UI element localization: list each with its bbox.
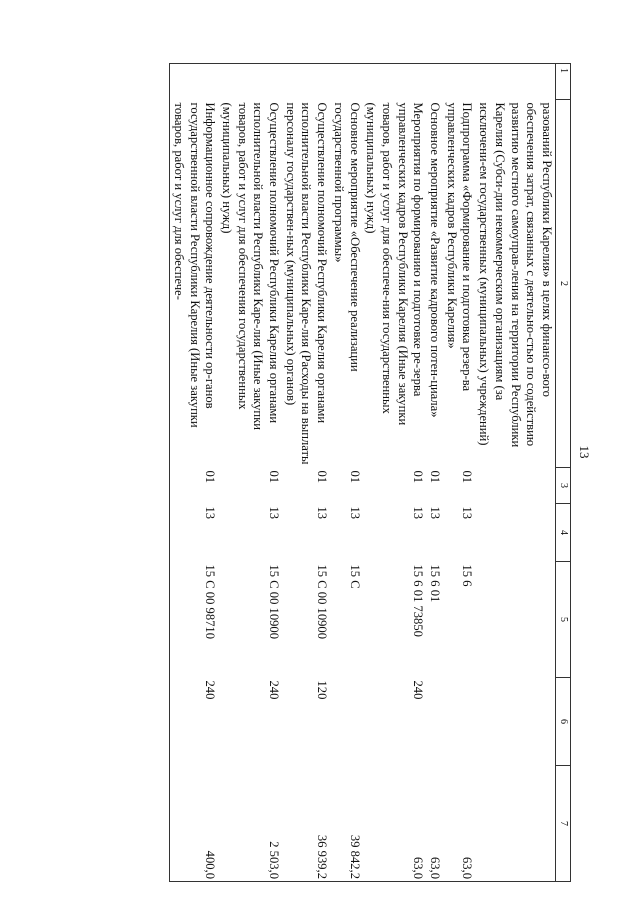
row-cell-empty — [282, 64, 330, 100]
row-cell-empty — [330, 64, 362, 100]
row-subsection — [475, 504, 555, 562]
row-name: Подпрограмма «Формирование и подготовка резер-ва управленческих кадров Республики Карелия» — [444, 102, 475, 392]
row-amount: 400,0 — [170, 766, 219, 882]
row-expense-type: 240 — [170, 678, 219, 766]
budget-table-wrapper — [31, 63, 571, 881]
row-amount: 36 939,2 — [282, 766, 330, 882]
row-expense-type — [330, 678, 362, 766]
row-expense-type: 120 — [315, 680, 330, 700]
row-name: Осуществление полномочий Республики Карелия органами исполнительной власти Республики Каре-лия (Расходы на выплаты персоналу государствен-ных (муниципальных) органов) — [283, 102, 330, 465]
row-name: Информационное сопровождение деятельности ор-ганов государственной власти Республики Карелия (Иные закупки товаров, работ и услуг для обеспече- — [170, 100, 219, 468]
row-amount — [475, 766, 555, 882]
row-expense-type: 240 — [267, 680, 282, 700]
row-amount: 63,0 — [443, 766, 475, 882]
row-subsection: 13 — [411, 506, 426, 520]
header-col-2: 2 — [556, 100, 571, 468]
row-section — [475, 468, 555, 504]
page-number: 13 — [577, 445, 592, 459]
table-header-row — [556, 64, 571, 882]
table-row — [426, 64, 443, 882]
row-section: 01 — [347, 470, 362, 484]
header-col-6: 6 — [556, 678, 571, 766]
budget-table — [169, 63, 571, 882]
row-target-article: 15 6 01 — [428, 564, 443, 603]
row-section: 01 — [411, 470, 426, 484]
row-amount: 39 842,2 — [330, 766, 362, 882]
header-col-7: 7 — [556, 766, 571, 882]
row-cell-empty — [443, 64, 475, 100]
row-amount: 63,0 — [363, 766, 427, 882]
row-expense-type — [443, 678, 475, 766]
table-row — [475, 64, 555, 882]
row-section: 01 — [428, 470, 443, 484]
table-row — [170, 64, 219, 882]
table-row — [443, 64, 475, 882]
row-name: Мероприятия по формированию и подготовке ре-зерва управленческих кадров Республики Карелия (Иные закупки товаров, работ и услуг для обеспече-ния государственных (муниципальных) нужд) — [364, 102, 426, 426]
table-row — [218, 64, 282, 882]
row-amount: 2 503,0 — [218, 766, 282, 882]
row-amount: 63,0 — [426, 766, 443, 882]
row-target-article: 15 С 00 10900 — [267, 564, 282, 640]
row-section: 01 — [460, 470, 475, 484]
header-col-5: 5 — [556, 562, 571, 678]
row-expense-type — [475, 678, 555, 766]
row-cell-empty — [475, 64, 555, 100]
header-col-1: 1 — [556, 64, 571, 100]
row-target-article: 15 6 01 73850 — [411, 564, 426, 637]
row-subsection: 13 — [347, 506, 362, 520]
row-cell-empty — [426, 64, 443, 100]
row-cell-empty — [363, 64, 427, 100]
row-expense-type — [426, 678, 443, 766]
row-subsection: 13 — [170, 504, 219, 562]
row-name: Основное мероприятие «Обеспечение реализации государственной программы» — [331, 102, 362, 372]
row-target-article: 15 С 00 10900 — [315, 564, 330, 640]
header-col-3: 3 — [556, 468, 571, 504]
row-section: 01 — [315, 470, 330, 484]
header-col-4: 4 — [556, 504, 571, 562]
table-row — [363, 64, 427, 882]
row-section: 01 — [267, 470, 282, 484]
row-subsection: 13 — [267, 506, 282, 520]
row-target-article: 15 С 00 98710 — [170, 562, 219, 678]
row-name: Основное мероприятие «Развитие кадрового потен-циала» — [428, 102, 443, 418]
table-row — [330, 64, 362, 882]
row-name: разований Республики Карелия» в целях финансо-вого обеспечения затрат, связанных с деятельно-стью по содействию развитию местного самоуправ-ления на территории Республики Карелия (Субси-дии некоммерческим организациям (за исключени-ем государственных (муниципальных) учреждений) — [477, 102, 554, 448]
row-cell-empty — [170, 64, 219, 100]
row-target-article: 15 С — [347, 564, 362, 589]
row-section: 01 — [170, 468, 219, 504]
row-subsection: 13 — [315, 506, 330, 520]
row-target-article: 15 6 — [460, 564, 475, 587]
row-subsection: 13 — [460, 506, 475, 520]
row-target-article — [475, 562, 555, 678]
row-subsection: 13 — [428, 506, 443, 520]
row-expense-type: 240 — [411, 680, 426, 700]
row-cell-empty — [218, 64, 282, 100]
row-name: Осуществление полномочий Республики Карелия органами исполнительной власти Республики Каре-лия (Иные закупки товаров, работ и услуг для обеспечения государственных (муниципальных) нужд) — [219, 102, 282, 430]
table-row — [282, 64, 330, 882]
